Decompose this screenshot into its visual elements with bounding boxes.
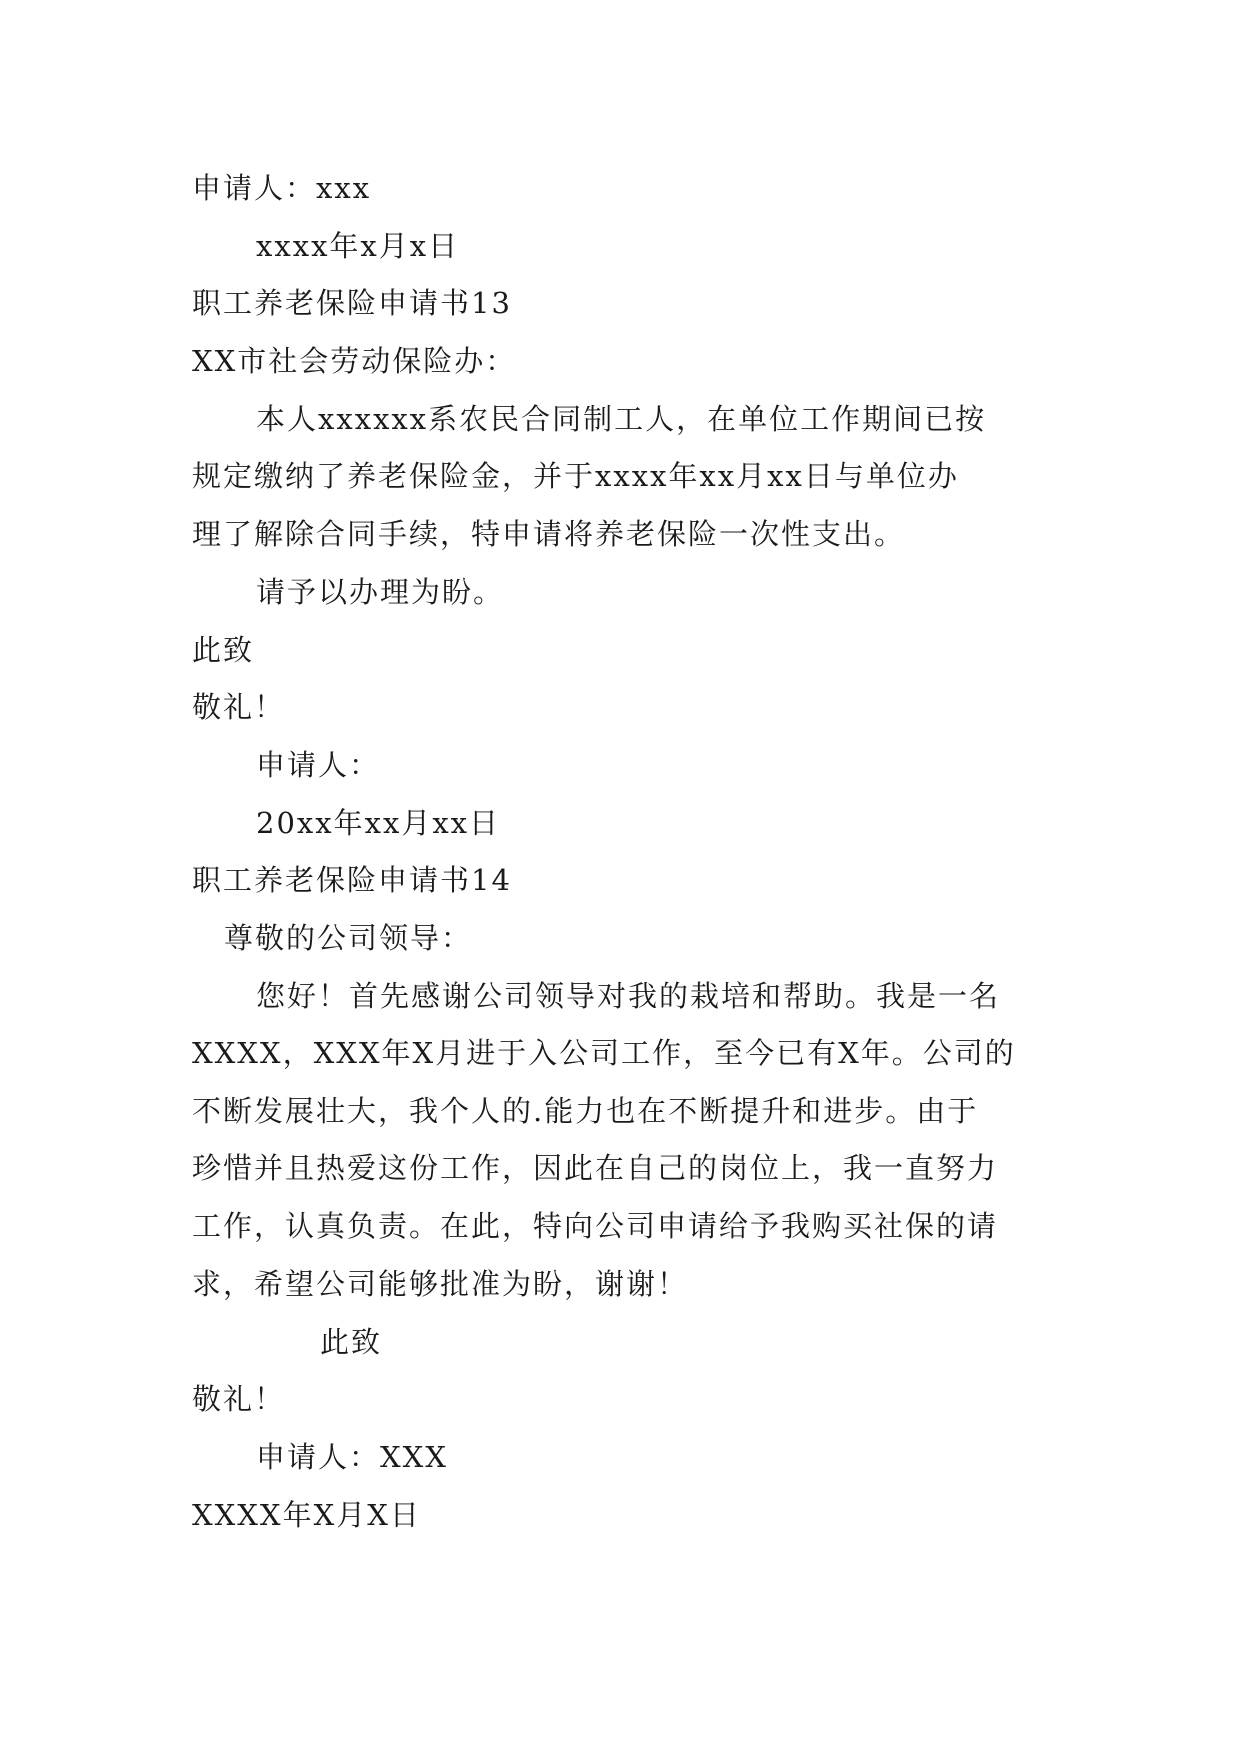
body-paragraph-line: 求，希望公司能够批准为盼，谢谢！ xyxy=(192,1267,689,1301)
section-heading: 职工养老保险申请书13 xyxy=(192,286,512,320)
request-line: 请予以办理为盼。 xyxy=(256,575,505,609)
body-paragraph-line: 本人xxxxxx系农民合同制工人，在单位工作期间已按 xyxy=(256,402,987,436)
addressee-line: XX市社会劳动保险办： xyxy=(192,344,517,378)
body-paragraph-line: XXXX，XXX年X月进于入公司工作，至今已有X年。公司的 xyxy=(192,1036,1016,1070)
closing-line: 此致 xyxy=(192,633,255,667)
body-paragraph-line: 理了解除合同手续，特申请将养老保险一次性支出。 xyxy=(192,517,906,551)
body-paragraph-line: 不断发展壮大，我个人的.能力也在不断提升和进步。由于 xyxy=(192,1094,979,1128)
applicant-line: 申请人： xyxy=(256,748,381,782)
date-line: 20xx年xx月xx日 xyxy=(256,806,501,840)
body-paragraph-line: 规定缴纳了养老保险金，并于xxxx年xx月xx日与单位办 xyxy=(192,459,959,493)
salutation-line: 敬礼！ xyxy=(192,1382,286,1416)
closing-line: 此致 xyxy=(320,1325,383,1359)
date-line: XXXX年X月X日 xyxy=(192,1498,421,1532)
section-heading: 职工养老保险申请书14 xyxy=(192,863,512,897)
body-paragraph-line: 工作，认真负责。在此，特向公司申请给予我购买社保的请 xyxy=(192,1209,999,1243)
addressee-line: 尊敬的公司领导： xyxy=(224,921,473,955)
body-paragraph-line: 珍惜并且热爱这份工作，因此在自己的岗位上，我一直努力 xyxy=(192,1151,999,1185)
applicant-line: 申请人：xxx xyxy=(192,171,372,205)
salutation-line: 敬礼！ xyxy=(192,690,286,724)
date-line: xxxx年x月x日 xyxy=(256,229,460,263)
applicant-line: 申请人：XXX xyxy=(256,1440,448,1474)
body-paragraph-line: 您好！首先感谢公司领导对我的栽培和帮助。我是一名 xyxy=(256,979,1001,1013)
